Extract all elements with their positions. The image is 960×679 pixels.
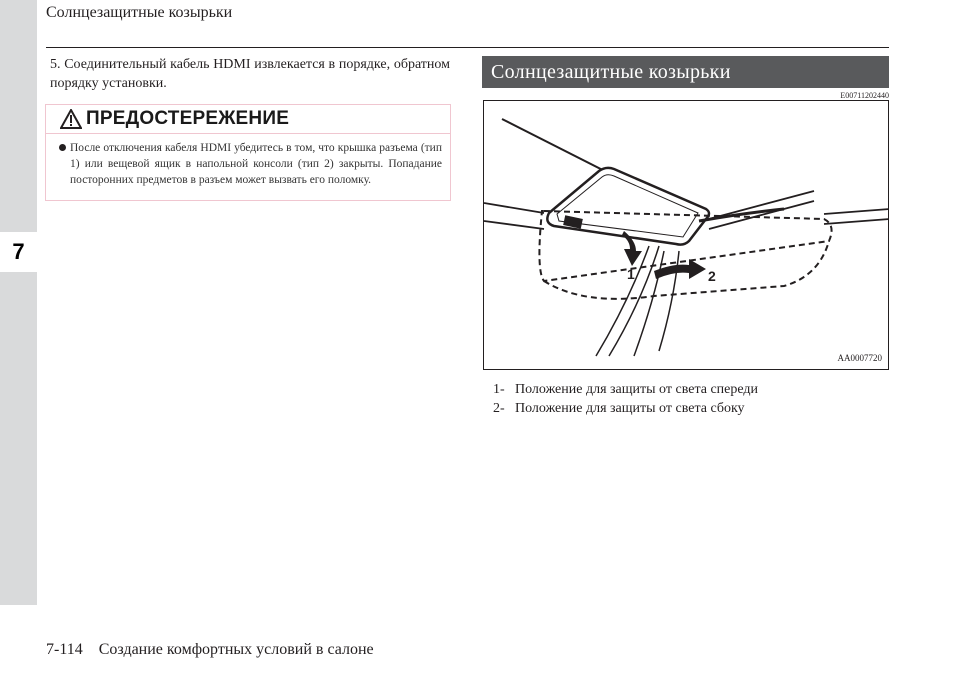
warning-header — [46, 105, 450, 134]
bullet-icon — [59, 144, 66, 151]
caption-text: Положение для защиты от света спереди — [515, 382, 759, 397]
figure-label-1: 1 — [627, 266, 635, 282]
running-title: Солнцезащитные козырьки — [46, 4, 233, 21]
caption-row — [493, 380, 758, 399]
header-rule — [46, 47, 889, 48]
warning-body — [46, 134, 450, 188]
caption-number: 1- — [493, 382, 505, 397]
chapter-tab: 7 — [0, 232, 37, 272]
warning-triangle-icon — [60, 109, 82, 129]
figure-captions — [493, 380, 758, 418]
sun-visor-illustration — [484, 101, 889, 370]
section-code: E00711202440 — [840, 91, 889, 100]
footer-chapter-title: Создание комфортных условий в салоне — [98, 641, 374, 658]
figure-code: AA0007720 — [837, 353, 882, 363]
page-number: 7-114 — [46, 641, 83, 658]
page-footer — [46, 641, 374, 659]
caption-text: Положение для защиты от света сбоку — [515, 401, 745, 416]
caption-row — [493, 399, 758, 418]
caption-number: 2- — [493, 401, 505, 416]
figure-label-2: 2 — [708, 268, 716, 284]
chapter-side-strip — [0, 0, 37, 605]
warning-title: ПРЕДОСТЕРЕЖЕНИЕ — [86, 108, 290, 129]
step-5-text: 5. Соединительный кабель HDMI извлекается в порядке, обратном порядку установки. — [50, 57, 450, 91]
warning-text: После отключения кабеля HDMI убедитесь в том, что крышка разъема (тип 1) или вещевой ящик в напольной консоли (тип 2) закрыты. Попадание посторонних предметов в разъем может вызвать его поломку. — [70, 142, 442, 186]
section-title: Солнцезащитные козырьки — [482, 56, 889, 88]
sun-visor-figure — [483, 100, 889, 370]
warning-box — [45, 104, 451, 201]
